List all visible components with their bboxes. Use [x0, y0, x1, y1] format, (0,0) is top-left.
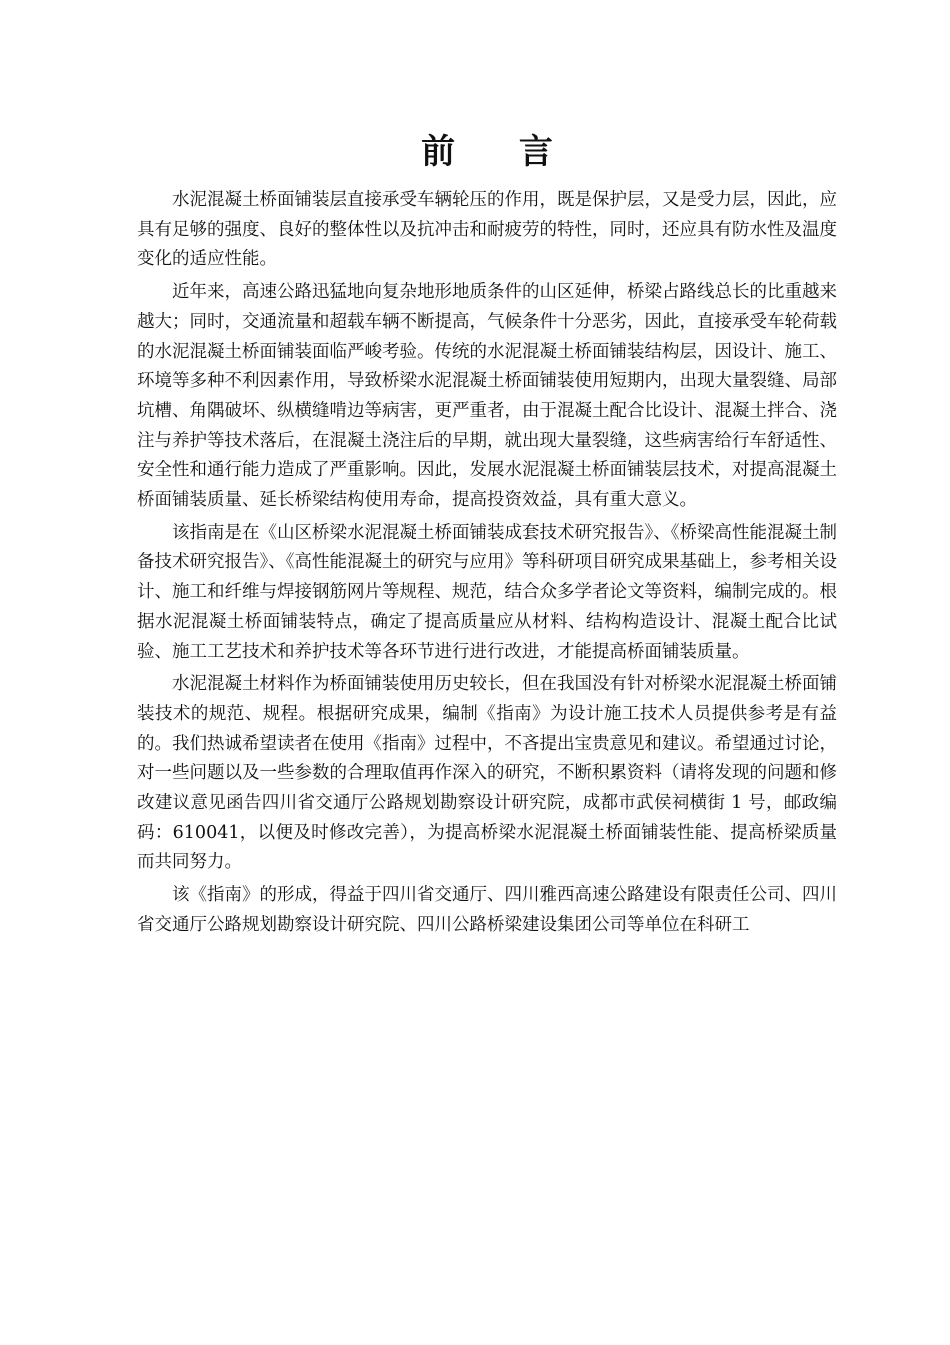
paragraph-1: 水泥混凝土桥面铺装层直接承受车辆轮压的作用，既是保护层，又是受力层，因此，应具有足够的强度、良好的整体性以及抗冲击和耐疲劳的特性，同时，还应具有防水性及温度变化的适应性能。: [137, 190, 837, 270]
paragraph-2: 近年来，高速公路迅猛地向复杂地形地质条件的山区延伸，桥梁占路线总长的比重越来越大；同时，交通流量和超载车辆不断提高，气候条件十分恶劣，因此，直接承受车轮荷载的水泥混凝土桥面铺装面临严峻考验。传统的水泥混凝土桥面铺装结构层，因设计、施工、环境等多种不利因素作用，导致桥梁水泥混凝土桥面铺装使用短期内，出现大量裂缝、局部坑槽、角隅破坏、纵横缝啃边等病害，更严重者，由于混凝土配合比设计、混凝土拌合、浇注与养护等技术落后，在混凝土浇注后的早期，就出现大量裂缝，这些病害给行车舒适性、安全性和通行能力造成了严重影响。因此，发展水泥混凝土桥面铺装层技术，对提高混凝土桥面铺装质量、延长桥梁结构使用寿命，提高投资效益，具有重大意义。: [137, 282, 837, 511]
page-title: 前 言: [421, 132, 579, 172]
paragraph-5: 该《指南》的形成，得益于四川省交通厅、四川雅西高速公路建设有限责任公司、四川省交通厅公路规划勘察设计研究院、四川公路桥梁建设集团公司等单位在科研工: [137, 885, 837, 935]
paragraph-4: 水泥混凝土材料作为桥面铺装使用历史较长，但在我国没有针对桥梁水泥混凝土桥面铺装技术的规范、规程。根据研究成果，编制《指南》为设计施工技术人员提供参考是有益的。我们热诚希望读者在使用《指南》过程中，不吝提出宝贵意见和建议。希望通过讨论，对一些问题以及一些参数的合理取值再作深入的研究，不断积累资料（请将发现的问题和修改建议意见函告四川省交通厅公路规划勘察设计研究院，成都市武侯祠横街 1 号，邮政编码：610041，以便及时修改完善），为提高桥梁水泥混凝土桥面铺装性能、提高桥梁质量而共同努力。: [137, 674, 837, 873]
paragraph-3: 该指南是在《山区桥梁水泥混凝土桥面铺装成套技术研究报告》、《桥梁高性能混凝土制备技术研究报告》、《高性能混凝土的研究与应用》等科研项目研究成果基础上，参考相关设计、施工和纤维与焊接钢筋网片等规程、规范，结合众多学者论文等资料，编制完成的。根据水泥混凝土桥面铺装特点，确定了提高质量应从材料、结构构造设计、混凝土配合比试验、施工工艺技术和养护技术等各环节进行进行改进，才能提高桥面铺装质量。: [137, 522, 837, 662]
document-page: [137, 128, 837, 944]
